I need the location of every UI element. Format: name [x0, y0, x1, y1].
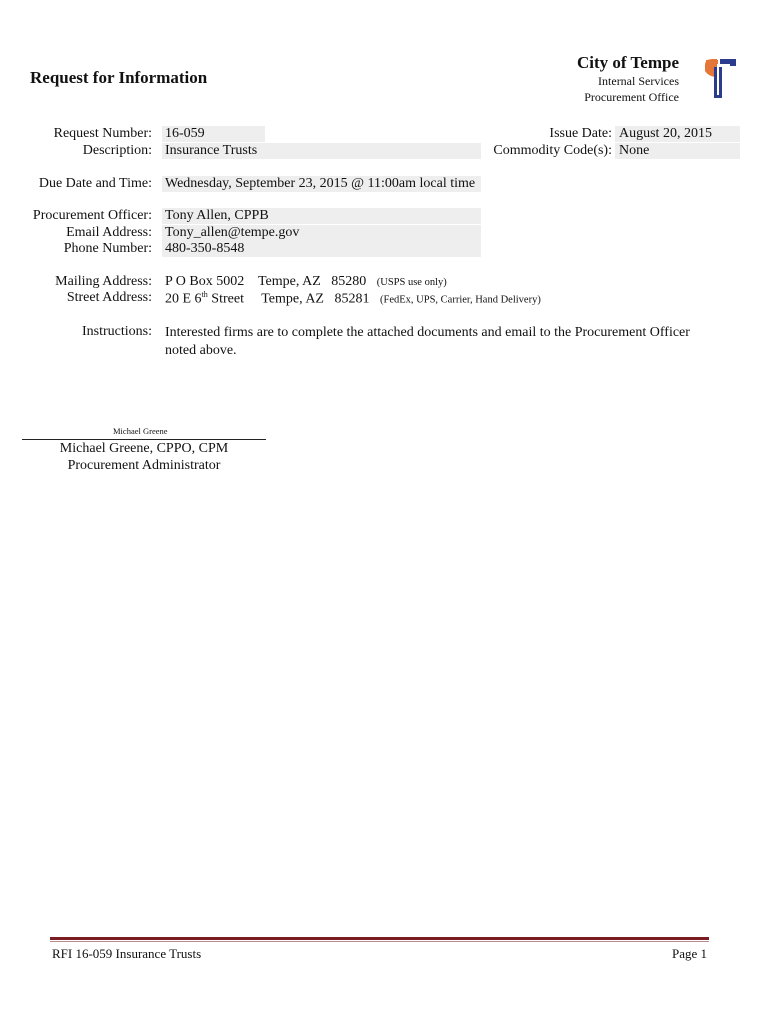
mailing-address	[162, 274, 447, 290]
street-address-ordinal: th	[201, 290, 208, 299]
issue-date-label: Issue Date:	[549, 126, 612, 141]
page-number: Page 1	[671, 946, 707, 961]
street-address-text: Street Tempe, AZ 85281	[207, 291, 370, 307]
commodity-label: Commodity Code(s):	[493, 143, 612, 158]
signature: Michael Greene	[113, 426, 168, 436]
email-label: Email Address:	[66, 225, 152, 240]
org-name: City of Tempe	[577, 53, 679, 72]
signer-title: Procurement Administrator	[67, 458, 221, 473]
org-dept: Internal Services	[598, 74, 679, 88]
page-title: Request for Information	[30, 68, 208, 87]
request-number-label: Request Number:	[53, 126, 152, 141]
due-date-label: Due Date and Time:	[38, 176, 152, 191]
instructions-text: Interested firms are to complete the attached documents and email to the Procurement Officer noted above.	[165, 325, 690, 358]
officer-email: Tony_allen@tempe.gov	[162, 225, 481, 241]
request-number: 16-059	[162, 126, 265, 142]
footer-rule-thin	[50, 941, 709, 942]
city-of-tempe-logo-icon	[703, 57, 737, 99]
org-office: Procurement Office	[584, 90, 679, 104]
mailing-address-note: (USPS use only)	[376, 277, 447, 288]
officer-label: Procurement Officer:	[32, 208, 152, 223]
mailing-address-text: P O Box 5002 Tempe, AZ 85280	[165, 274, 367, 289]
officer-name: Tony Allen, CPPB	[162, 208, 481, 224]
footer-rule	[50, 937, 709, 940]
street-address-label: Street Address:	[66, 290, 152, 305]
street-address-note: (FedEx, UPS, Carrier, Hand Delivery)	[379, 294, 541, 306]
issue-date: August 20, 2015	[615, 126, 740, 142]
mailing-address-label: Mailing Address:	[55, 274, 152, 289]
officer-phone: 480-350-8548	[162, 241, 481, 257]
footer-document-id: RFI 16-059 Insurance Trusts	[52, 946, 202, 961]
description-label: Description:	[82, 143, 152, 158]
commodity-value: None	[615, 143, 740, 159]
signature-line	[22, 439, 266, 440]
street-address-number: 20 E 6	[165, 291, 202, 307]
street-address	[162, 290, 541, 308]
instructions-label: Instructions:	[82, 324, 152, 339]
phone-label: Phone Number:	[63, 241, 152, 256]
signer-name: Michael Greene, CPPO, CPM	[59, 441, 229, 456]
description-value: Insurance Trusts	[162, 143, 481, 159]
due-date-value: Wednesday, September 23, 2015 @ 11:00am local time	[162, 176, 481, 192]
